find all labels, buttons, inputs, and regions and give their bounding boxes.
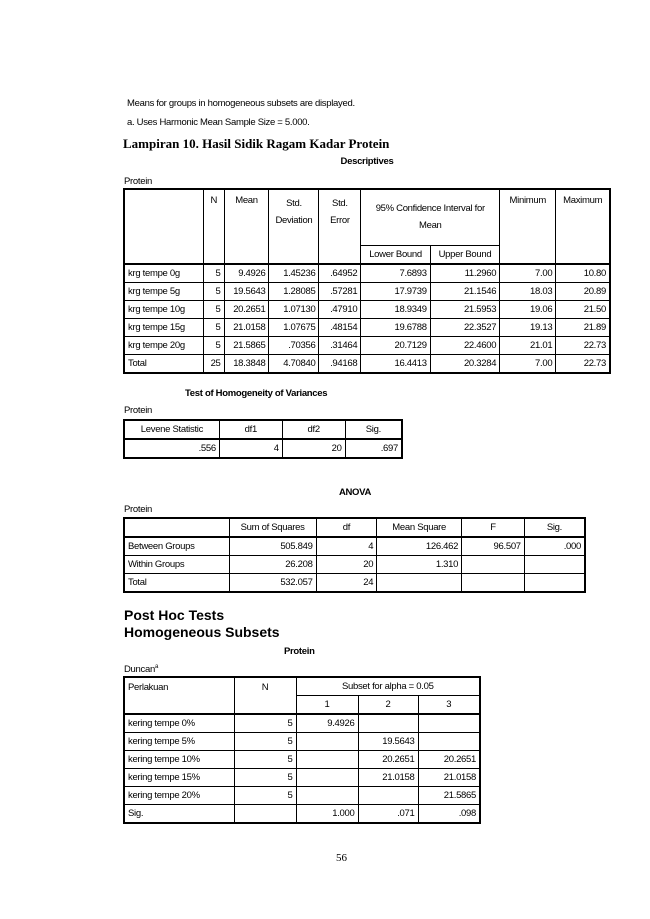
mean-square-cell: 1.310 xyxy=(377,556,462,574)
row-label: kering tempe 15% xyxy=(124,769,234,787)
subset-2-cell: 20.2651 xyxy=(358,751,418,769)
n-cell: 5 xyxy=(234,787,296,805)
table-row xyxy=(124,787,480,805)
upper-bound-cell: 22.4600 xyxy=(430,336,499,354)
maximum-cell: 21.50 xyxy=(556,300,610,318)
lower-bound-cell: 17.9739 xyxy=(361,282,430,300)
row-label: krg tempe 5g xyxy=(124,282,204,300)
header-lower-bound: Lower Bound xyxy=(361,245,430,264)
homogeneity-title: Test of Homogeneity of Variances xyxy=(185,388,328,399)
row-label: kering tempe 0% xyxy=(124,714,234,733)
header-levene: Levene Statistic xyxy=(124,420,219,439)
mean-cell: 19.5643 xyxy=(224,282,269,300)
n-cell: 5 xyxy=(234,714,296,733)
row-label: Within Groups xyxy=(124,556,229,574)
levene-value: .556 xyxy=(124,439,219,458)
n-cell: 5 xyxy=(204,336,224,354)
minimum-cell: 19.06 xyxy=(500,300,556,318)
lower-bound-cell: 16.4413 xyxy=(361,354,430,373)
harmonic-mean-note: a. Uses Harmonic Mean Sample Size = 5.000. xyxy=(127,117,310,128)
table-row xyxy=(124,354,610,373)
subset-note: Means for groups in homogeneous subsets are displayed. xyxy=(127,98,355,109)
std-deviation-cell: 1.07675 xyxy=(269,318,319,336)
std-error-cell: .48154 xyxy=(319,318,361,336)
upper-bound-cell: 22.3527 xyxy=(430,318,499,336)
subset-1-cell: 1.000 xyxy=(296,805,358,824)
upper-bound-cell: 20.3284 xyxy=(430,354,499,373)
n-cell: 25 xyxy=(204,354,224,373)
lower-bound-cell: 19.6788 xyxy=(361,318,430,336)
minimum-cell: 18.03 xyxy=(500,282,556,300)
sig-value: .697 xyxy=(345,439,402,458)
subset-3-cell xyxy=(418,714,480,733)
row-label: krg tempe 0g xyxy=(124,264,204,283)
mean-cell: 9.4926 xyxy=(224,264,269,283)
anova-title: ANOVA xyxy=(338,487,372,498)
mean-cell: 21.0158 xyxy=(224,318,269,336)
subset-2-cell: 19.5643 xyxy=(358,733,418,751)
anova-table xyxy=(123,517,586,593)
row-label: krg tempe 15g xyxy=(124,318,204,336)
duncan-label: Duncan$^a$ xyxy=(124,664,158,676)
lower-bound-cell: 18.9349 xyxy=(361,300,430,318)
post-hoc-title: Protein xyxy=(284,646,315,657)
header-df2: df2 xyxy=(282,420,345,439)
header-df: df xyxy=(316,518,377,537)
header-confidence-interval: 95% Confidence Interval for Mean xyxy=(361,189,500,245)
minimum-cell: 7.00 xyxy=(500,354,556,373)
table-row xyxy=(124,318,610,336)
homogeneous-subsets-heading: Homogeneous Subsets xyxy=(124,624,280,640)
row-label: Total xyxy=(124,574,229,593)
subset-3-cell: .098 xyxy=(418,805,480,824)
n-cell: 5 xyxy=(234,751,296,769)
maximum-cell: 10.80 xyxy=(556,264,610,283)
header-sum-of-squares: Sum of Squares xyxy=(229,518,316,537)
descriptives-corner xyxy=(124,189,204,264)
subset-1-cell xyxy=(296,733,358,751)
header-f: F xyxy=(462,518,525,537)
maximum-cell: 20.89 xyxy=(556,282,610,300)
n-cell: 5 xyxy=(234,769,296,787)
subset-2-cell xyxy=(358,714,418,733)
homogeneity-variable: Protein xyxy=(124,405,153,416)
lampiran-title: Lampiran 10. Hasil Sidik Ragam Kadar Protein xyxy=(123,136,390,151)
header-sig: Sig. xyxy=(345,420,402,439)
df1-value: 4 xyxy=(219,439,282,458)
df-cell: 20 xyxy=(316,556,377,574)
header-minimum: Minimum xyxy=(500,189,556,264)
row-label: Sig. xyxy=(124,805,234,824)
maximum-cell: 22.73 xyxy=(556,354,610,373)
mean-square-cell xyxy=(377,574,462,593)
n-cell: 5 xyxy=(234,733,296,751)
table-row xyxy=(124,556,585,574)
table-row xyxy=(124,714,480,733)
subset-3-cell: 20.2651 xyxy=(418,751,480,769)
subset-2-cell: .071 xyxy=(358,805,418,824)
subset-2-cell xyxy=(358,787,418,805)
row-label: Total xyxy=(124,354,204,373)
f-cell xyxy=(462,556,525,574)
mean-cell: 20.2651 xyxy=(224,300,269,318)
std-deviation-cell: 1.45236 xyxy=(269,264,319,283)
table-row xyxy=(124,733,480,751)
std-error-cell: .57281 xyxy=(319,282,361,300)
anova-corner xyxy=(124,518,229,537)
row-label: kering tempe 10% xyxy=(124,751,234,769)
subset-3-cell: 21.0158 xyxy=(418,769,480,787)
minimum-cell: 21.01 xyxy=(500,336,556,354)
subset-3-cell xyxy=(418,733,480,751)
subset-1-cell: 9.4926 xyxy=(296,714,358,733)
table-row xyxy=(124,805,480,824)
header-duncan-n: N xyxy=(234,677,296,714)
descriptives-variable: Protein xyxy=(124,176,153,187)
table-row xyxy=(124,282,610,300)
std-error-cell: .64952 xyxy=(319,264,361,283)
table-row xyxy=(124,537,585,556)
header-n: N xyxy=(204,189,224,264)
descriptives-title: Descriptives xyxy=(340,156,394,167)
subset-1-cell xyxy=(296,769,358,787)
sum-of-squares-cell: 505.849 xyxy=(229,537,316,556)
header-maximum: Maximum xyxy=(556,189,610,264)
table-row xyxy=(124,300,610,318)
n-cell: 5 xyxy=(204,282,224,300)
upper-bound-cell: 21.1546 xyxy=(430,282,499,300)
std-error-cell: .31464 xyxy=(319,336,361,354)
n-cell xyxy=(234,805,296,824)
upper-bound-cell: 21.5953 xyxy=(430,300,499,318)
subset-1-cell xyxy=(296,751,358,769)
std-deviation-cell: 1.28085 xyxy=(269,282,319,300)
mean-cell: 18.3848 xyxy=(224,354,269,373)
header-perlakuan: Perlakuan xyxy=(124,677,234,714)
df-cell: 24 xyxy=(316,574,377,593)
header-subset-3: 3 xyxy=(418,696,480,715)
sum-of-squares-cell: 26.208 xyxy=(229,556,316,574)
std-error-cell: .94168 xyxy=(319,354,361,373)
header-subset: Subset for alpha = 0.05 xyxy=(296,677,480,696)
table-row xyxy=(124,336,610,354)
table-row xyxy=(124,751,480,769)
subset-3-cell: 21.5865 xyxy=(418,787,480,805)
row-label: krg tempe 10g xyxy=(124,300,204,318)
anova-variable: Protein xyxy=(124,504,153,515)
row-label: Between Groups xyxy=(124,537,229,556)
mean-square-cell: 126.462 xyxy=(377,537,462,556)
sig-cell xyxy=(524,574,585,593)
header-subset-2: 2 xyxy=(358,696,418,715)
row-label: krg tempe 20g xyxy=(124,336,204,354)
descriptives-table xyxy=(123,188,611,374)
header-subset-1: 1 xyxy=(296,696,358,715)
lower-bound-cell: 7.6893 xyxy=(361,264,430,283)
maximum-cell: 22.73 xyxy=(556,336,610,354)
header-mean-square: Mean Square xyxy=(377,518,462,537)
std-deviation-cell: 4.70840 xyxy=(269,354,319,373)
table-row xyxy=(124,574,585,593)
df-cell: 4 xyxy=(316,537,377,556)
std-error-cell: .47910 xyxy=(319,300,361,318)
std-deviation-cell: 1.07130 xyxy=(269,300,319,318)
df2-value: 20 xyxy=(282,439,345,458)
minimum-cell: 19.13 xyxy=(500,318,556,336)
sig-cell xyxy=(524,556,585,574)
subset-1-cell xyxy=(296,787,358,805)
header-df1: df1 xyxy=(219,420,282,439)
header-upper-bound: Upper Bound xyxy=(430,245,499,264)
header-std-error: Std. Error xyxy=(319,189,361,264)
row-label: kering tempe 5% xyxy=(124,733,234,751)
subset-2-cell: 21.0158 xyxy=(358,769,418,787)
std-deviation-cell: .70356 xyxy=(269,336,319,354)
duncan-table xyxy=(123,676,481,824)
lower-bound-cell: 20.7129 xyxy=(361,336,430,354)
table-row xyxy=(124,264,610,283)
page-number: 56 xyxy=(336,852,347,864)
table-row xyxy=(124,769,480,787)
header-anova-sig: Sig. xyxy=(524,518,585,537)
mean-cell: 21.5865 xyxy=(224,336,269,354)
f-cell xyxy=(462,574,525,593)
minimum-cell: 7.00 xyxy=(500,264,556,283)
f-cell: 96.507 xyxy=(462,537,525,556)
sig-cell: .000 xyxy=(524,537,585,556)
post-hoc-heading: Post Hoc Tests xyxy=(124,607,225,623)
n-cell: 5 xyxy=(204,300,224,318)
homogeneity-table xyxy=(123,419,403,459)
upper-bound-cell: 11.2960 xyxy=(430,264,499,283)
n-cell: 5 xyxy=(204,264,224,283)
header-mean: Mean xyxy=(224,189,269,264)
maximum-cell: 21.89 xyxy=(556,318,610,336)
sum-of-squares-cell: 532.057 xyxy=(229,574,316,593)
n-cell: 5 xyxy=(204,318,224,336)
header-std-deviation: Std. Deviation xyxy=(269,189,319,264)
row-label: kering tempe 20% xyxy=(124,787,234,805)
